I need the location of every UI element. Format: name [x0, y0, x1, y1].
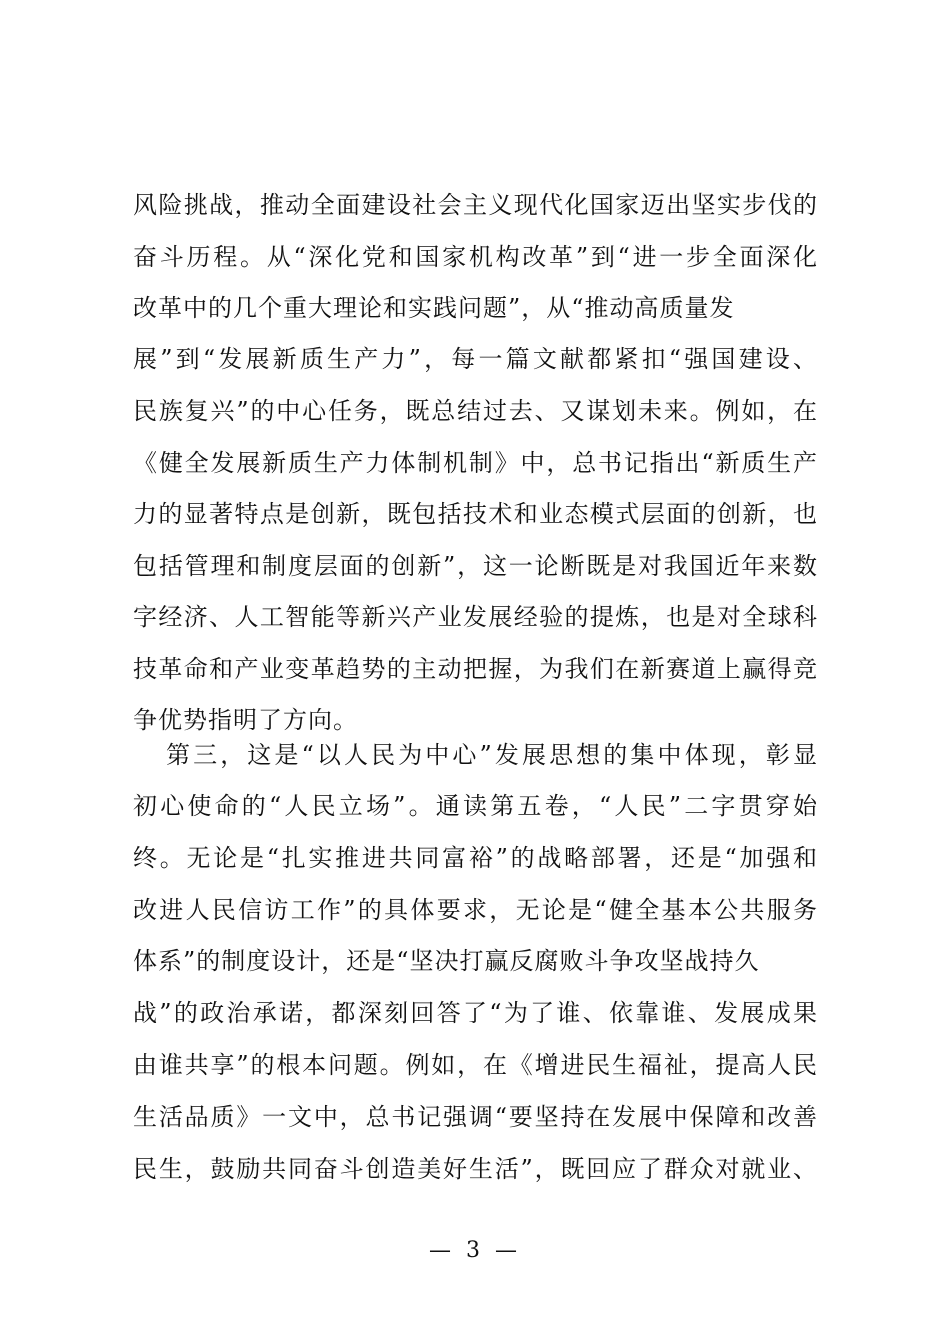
- text-line: 民族复兴”的中心任务，既总结过去、又谋划未来。例如，在: [133, 397, 817, 425]
- text-line: 争优势指明了方向。: [133, 706, 358, 734]
- text-line: 字经济、人工智能等新兴产业发展经验的提炼，也是对全球科: [133, 603, 817, 631]
- text-line: 民生，鼓励共同奋斗创造美好生活”，既回应了群众对就业、: [133, 1155, 817, 1183]
- text-line: 由谁共享”的根本问题。例如，在《增进民生福祉，提高人民: [133, 1051, 817, 1079]
- text-line: 生活品质》一文中，总书记强调“要坚持在发展中保障和改善: [133, 1103, 817, 1131]
- text-line: 技革命和产业变革趋势的主动把握，为我们在新赛道上赢得竞: [133, 655, 817, 683]
- page-number: — 3 —: [429, 1238, 521, 1263]
- text-line: 改进人民信访工作”的具体要求，无论是“健全基本公共服务: [133, 896, 817, 924]
- text-line: 《健全发展新质生产力体制机制》中，总书记指出“新质生产: [133, 449, 817, 477]
- text-line: 初心使命的“人民立场”。通读第五卷，“人民”二字贯穿始: [133, 792, 817, 820]
- text-line: 体系”的制度设计，还是“坚决打赢反腐败斗争攻坚战持久: [133, 947, 760, 975]
- text-line: 包括管理和制度层面的创新”，这一论断既是对我国近年来数: [133, 552, 817, 580]
- text-line: 风险挑战，推动全面建设社会主义现代化国家迈出坚实步伐的: [133, 191, 817, 219]
- text-line: 力的显著特点是创新，既包括技术和业态模式层面的创新，也: [133, 500, 817, 528]
- text-line: 展”到“发展新质生产力”，每一篇文献都紧扣“强国建设、: [133, 345, 817, 373]
- text-line: 终。无论是“扎实推进共同富裕”的战略部署，还是“加强和: [133, 844, 817, 872]
- text-line: 改革中的几个重大理论和实践问题”，从“推动高质量发: [133, 294, 735, 322]
- text-line: 战”的政治承诺，都深刻回答了“为了谁、依靠谁、发展成果: [133, 999, 817, 1027]
- text-line: 第三，这是“以人民为中心”发展思想的集中体现，彰显: [166, 741, 817, 769]
- text-line: 奋斗历程。从“深化党和国家机构改革”到“进一步全面深化: [133, 243, 817, 271]
